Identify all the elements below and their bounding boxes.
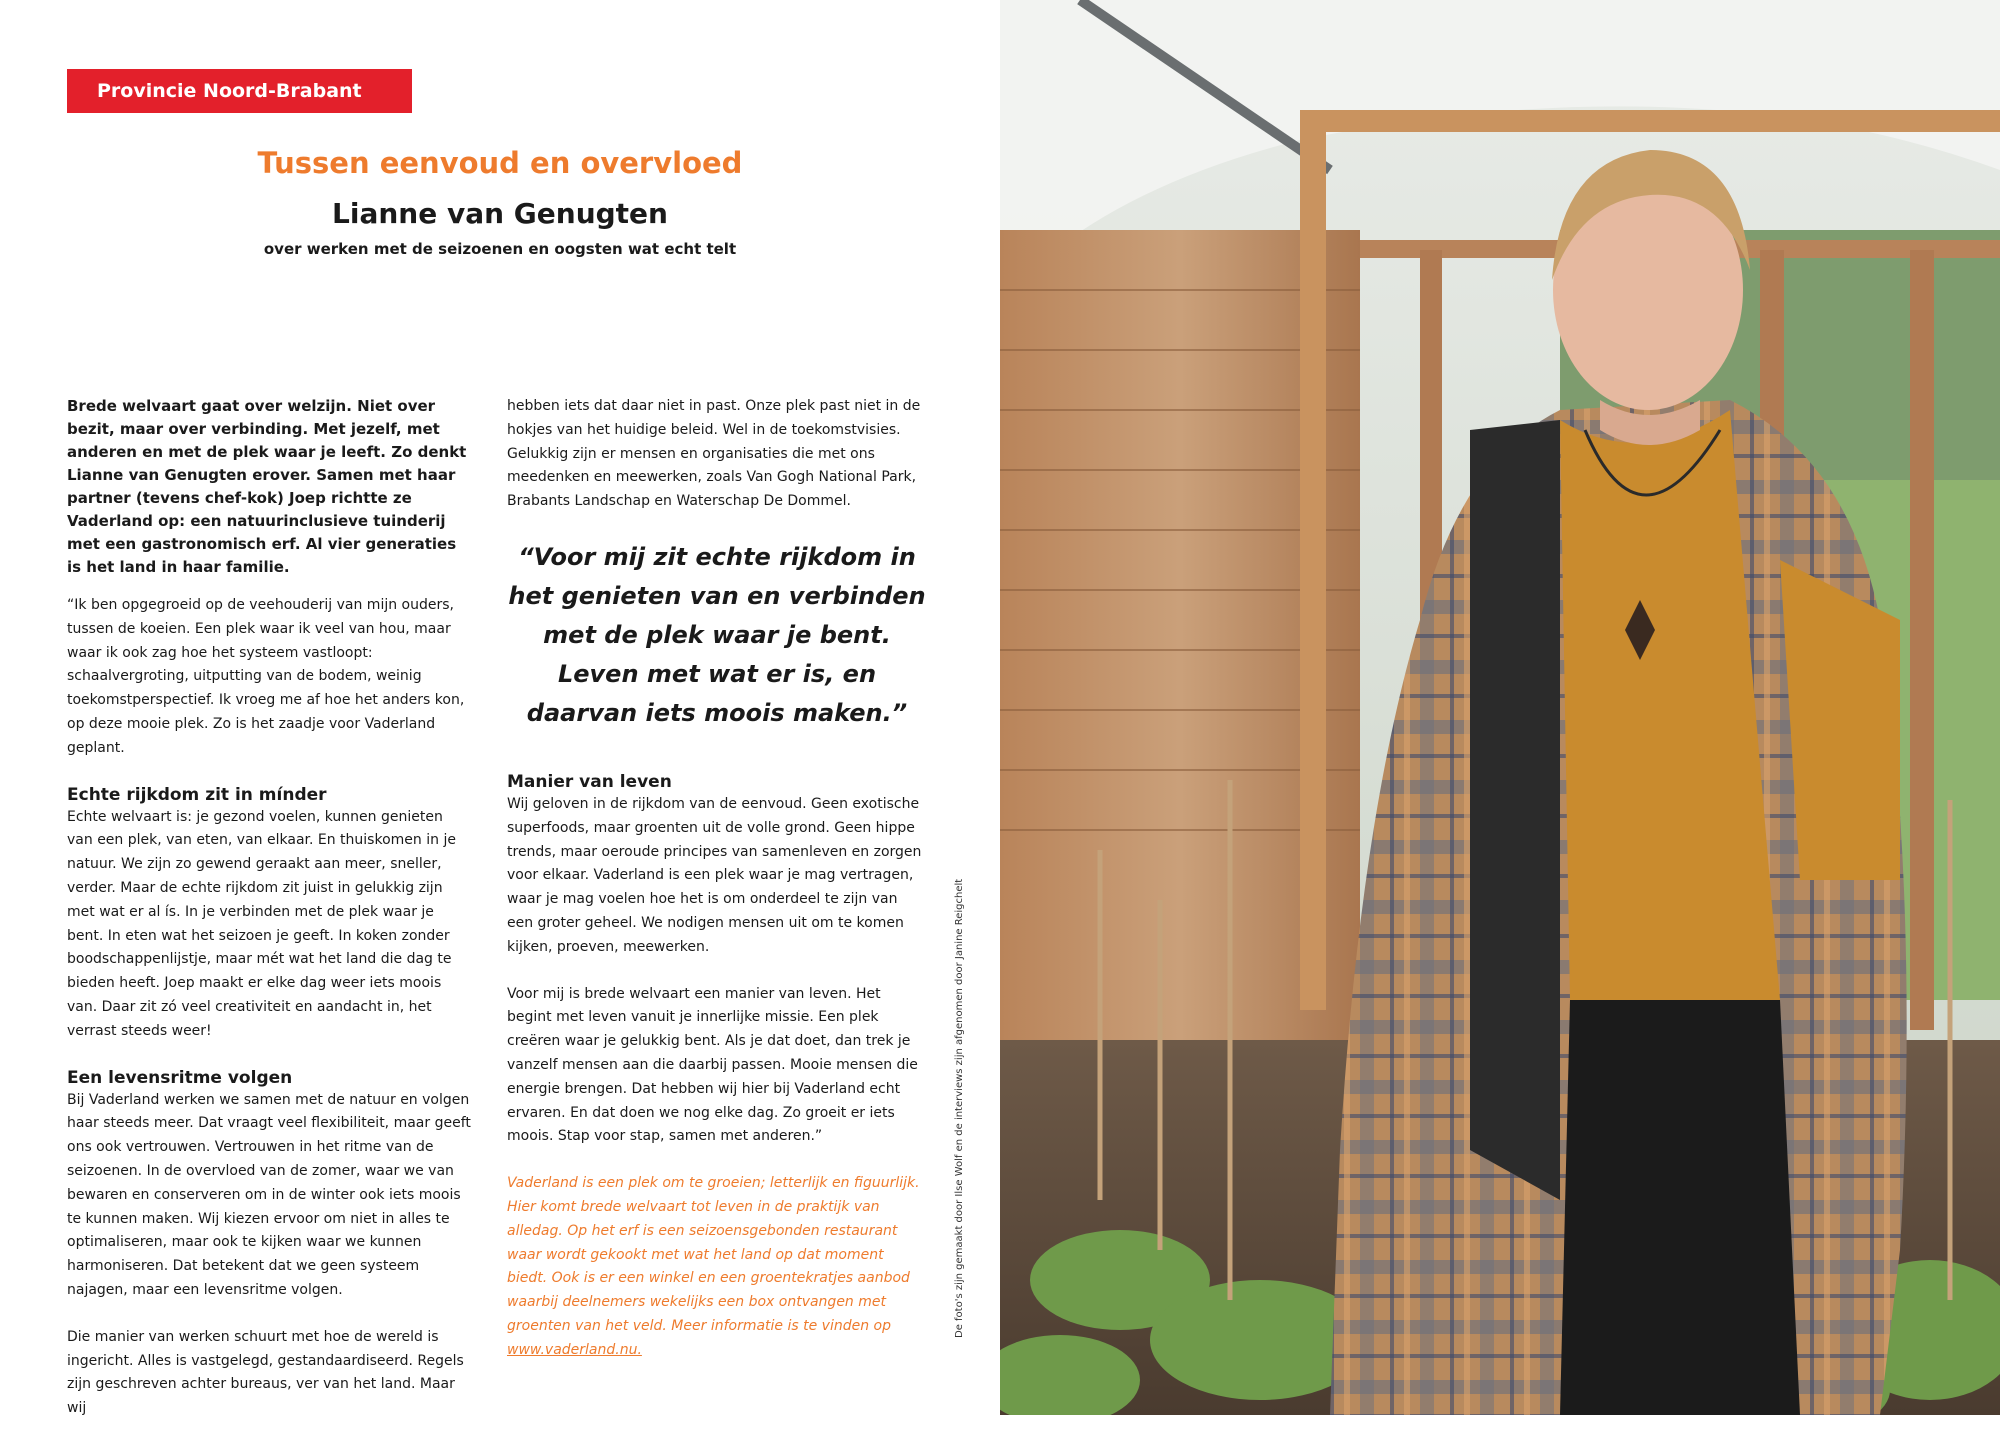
paragraph-1: “Ik ben opgegroeid op de veehouderij van mijn ouders, tussen de koeien. Een plek waar ik veel van hou, maar waar ik ook zag hoe het systeem vastloopt: schaalvergroting, uitputting van de bodem, weinig toekomstperspectief. Ik vroeg me af hoe het anders kon, op deze mooie plek. Zo is het zaadje voor Vaderland geplant. — [67, 597, 465, 756]
heading-manier-van-leven: Manier van leven — [507, 771, 672, 792]
left-page — [0, 0, 1000, 1415]
pull-quote: “Voor mij zit echte rijkdom in het genieten van en verbinden met de plek waar je bent. Leven met wat er is, en daarvan iets moois maken.” — [508, 542, 926, 727]
heading-levensritme: Een levensritme volgen — [67, 1067, 293, 1088]
paragraph-6: Wij geloven in de rijkdom van de eenvoud. Geen exotische superfoods, maar groenten uit de volle grond. Geen hippe trends, maar oeroude principes van samenleven en zorgen voor elkaar. Vaderland is een plek waar je mag vertragen, waar je mag voelen hoe het is om onderdeel te zijn van een groter geheel. We nodigen mensen uit om te komen kijken, proeven, meewerken. — [507, 795, 922, 955]
article-title: Lianne van Genugten — [332, 197, 668, 230]
closing-note — [507, 1172, 927, 1362]
heading-echte-rijkdom: Echte rijkdom zit in mínder — [67, 784, 327, 805]
paragraph-3: Bij Vaderland werken we samen met de natuur en volgen haar steeds meer. Dat vraagt veel flexibiliteit, maar geeft ons ook vertrouwen. Vertrouwen in het ritme van de seizoenen. In de overvloed van de zomer, waar we van bewaren en conserveren om in de winter ook iets moois te kunnen maken. Wij kiezen ervoor om niet in alles te optimaliseren, maar ook te kijken waar we kunnen harmoniseren. Dat betekent dat we geen systeem najagen, maar een levensritme volgen. — [67, 1091, 471, 1298]
paragraph-4: Die manier van werken schuurt met hoe de wereld is ingericht. Alles is vastgelegd, gestandaardiseerd. Regels zijn geschreven achter bureaus, ver van het land. Maar wij — [67, 1328, 464, 1417]
vaderland-link[interactable]: www.vaderland.nu. — [507, 1341, 642, 1358]
column-right — [507, 395, 927, 1363]
paragraph-2: Echte welvaart is: je gezond voelen, kunnen genieten van een plek, van eten, van elkaar. En thuiskomen in je natuur. We zijn zo gewend geraakt aan meer, sneller, verder. Maar de echte rijkdom zit juist in gelukkig zijn met wat er al ís. In je verbinden met de plek waar je bent. In eten wat het seizoen je geeft. In koken zonder boodschappenlijstje, maar mét wat het land die dag te bieden heeft. Joep maakt er elke dag weer iets moois van. Daar zit zó veel creativiteit en aandacht in, het verrast steeds weer! — [67, 808, 456, 1039]
paragraph-7: Voor mij is brede welvaart een manier van leven. Het begint met leven vanuit je innerlijke missie. Een plek creëren waar je gelukkig bent. Als je dat doet, dan trek je vanzelf mensen aan die daarbij passen. Mooie mensen die energie brengen. Dat hebben wij hier bij Vaderland echt ervaren. En dat doen we nog elke dag. Zo groeit er iets moois. Stap voor stap, samen met anderen.” — [507, 985, 918, 1145]
closing-text: Vaderland is een plek om te groeien; letterlijk en figuurlijk. Hier komt brede welvaart tot leven in de praktijk van alledag. Op het erf is een seizoensgebonden restaurant waar wordt gekookt met wat het land op dat moment biedt. Ook is er een winkel en een groentekratjes aanbod waarbij deelnemers wekelijks een box ontvangen met groenten van het veld. Meer informatie is te vinden op — [507, 1175, 920, 1334]
article-subtitle: over werken met de seizoenen en oogsten wat echt telt — [263, 240, 737, 258]
greenhouse-portrait-illustration — [1000, 0, 2000, 1415]
article-kicker: Tussen eenvoud en overvloed — [257, 146, 743, 180]
paragraph-5: hebben iets dat daar niet in past. Onze plek past niet in de hokjes van het huidige beleid. Wel in de toekomstvisies. Gelukkig zijn er mensen en organisaties die met ons meedenken en meewerken, zoals Van Gogh National Park, Brabants Landschap en Waterschap De Dommel. — [507, 398, 921, 510]
photo-credit: De foto's zijn gemaakt door Ilse Wolf en de interviews zijn afgenomen door Janine Reigchelt — [954, 878, 965, 1338]
province-badge: Provincie Noord-Brabant — [67, 69, 412, 113]
portrait-photo — [1000, 0, 2000, 1415]
intro-paragraph: Brede welvaart gaat over welzijn. Niet over bezit, maar over verbinding. Met jezelf, met anderen en met de plek waar je leeft. Zo denkt Lianne van Genugten erover. Samen met haar partner (tevens chef-kok) Joep richtte ze Vaderland op: een natuurinclusieve tuinderij met een gastronomisch erf. Al vier generaties is het land in haar familie. — [67, 397, 467, 576]
column-left — [67, 395, 472, 1444]
